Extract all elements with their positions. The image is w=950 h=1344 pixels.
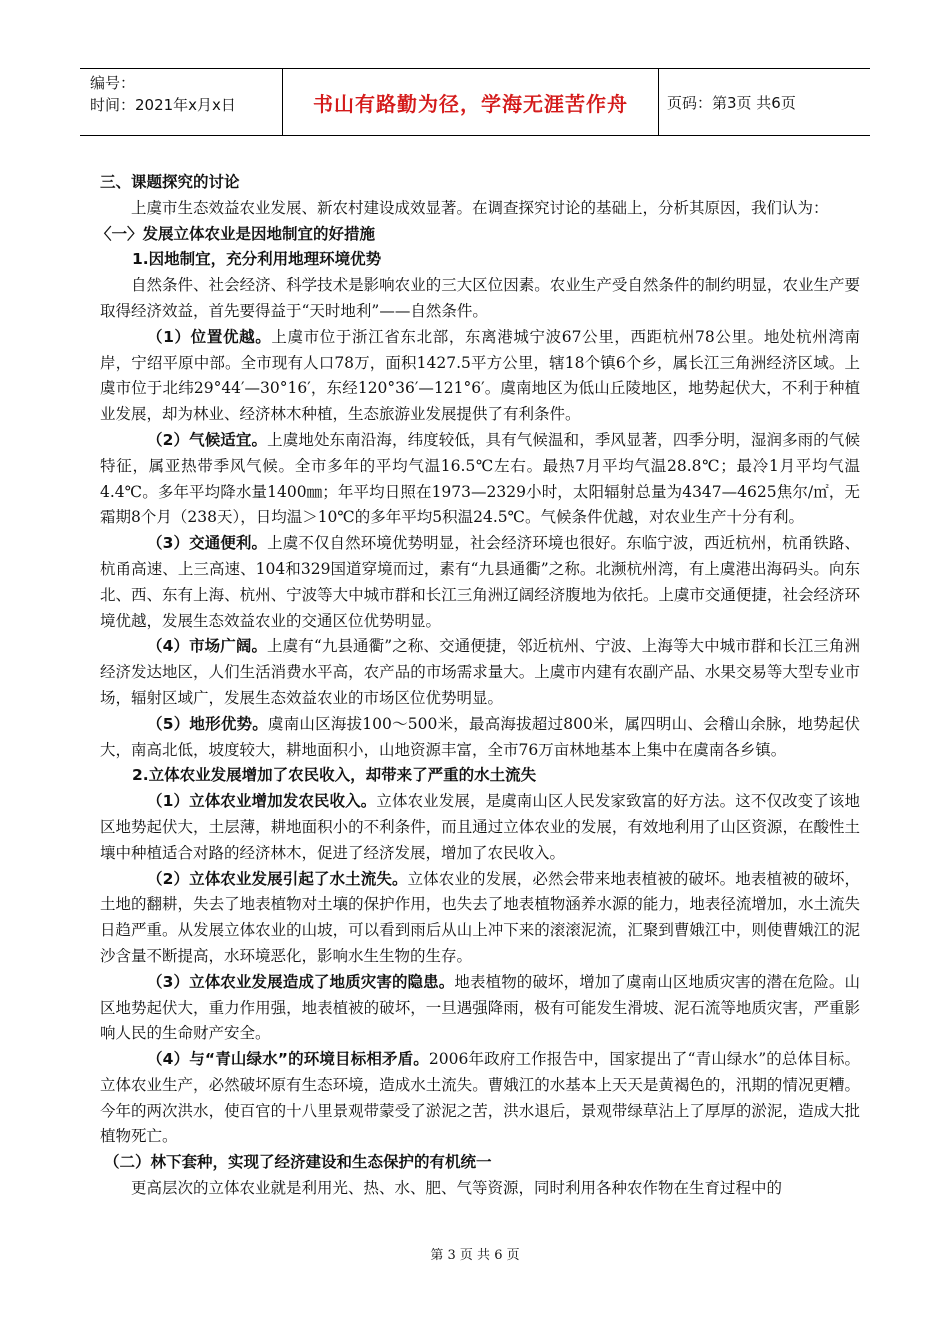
sub1-title: 1.因地制宜，充分利用地理环境优势 [132,250,382,269]
item-text: 2006年政府工作报告中，国家提出了“青山绿水”的总体目标。立体农业生产，必然破坏原有生态环境，造成水土流失。曹娥江的水基本上天天是黄褐色的，汛期的情况更糟。今年的两次洪水，使百官的十八里景观带蒙受了淤泥之苦，洪水退后，景观带绿草沾上了厚厚的淤泥，造成大批植物死亡。 [100,1050,860,1146]
intro-paragraph: 上虞市生态效益农业发展、新农村建设成效显著。在调查探究讨论的基础上，分析其原因，我们认为： [131,198,829,217]
page-footer: 第 3 页 共 6 页 [430,1248,520,1263]
section-title: 三、课题探究的讨论 [100,173,240,191]
item-label: （5）地形优势。 [147,714,268,733]
sub2-title: 2.立体农业发展增加了农民收入，却带来了严重的水土流失 [132,766,537,785]
item-text: 上虞不仅自然环境优势明显，社会经济环境也很好。东临宁波，西近杭州，杭甬铁路、杭甬高速、上三高速、104和329国道穿境而过，素有“九县通衢”之称。北濒杭州湾，有上虞港出海码头。向东北、西、东有上海、杭州、宁波等大中城市群和长江三角洲辽阔经济腹地为依托。上虞市交通便捷，社会经济环境优越，发展生态效益农业的交通区位优势明显。 [100,534,860,630]
item-label: （4）与“青山绿水”的环境目标相矛盾。 [147,1050,429,1069]
item-text: 上虞地处东南沿海，纬度较低，具有气候温和，季风显著，四季分明，湿润多雨的气候特征，属亚热带季风气候。全市多年的平均气温16.5℃左右。最热7月平均气温28.8℃；最冷1月平均气温4.4℃。多年平均降水量1400㎜；年平均日照在1973—2329小时，太阳辐射总量为4347—4625焦尔/㎡，无霜期8个月（238天），日均温＞10℃的多年平均5积温24.5℃。气候条件优越，对农业生产十分有利。 [100,430,860,527]
sub1-paragraph: 自然条件、社会经济、科学技术是影响农业的三大区位因素。农业生产受自然条件的制约明显，农业生产要取得经济效益，首先要得益于“天时地利”——自然条件。 [100,276,860,320]
code-label: 编号： [90,74,136,92]
item-text: 上虞市位于浙江省东北部，东离港城宁波67公里，西距杭州78公里。地处杭州湾南岸，宁绍平原中部。全市现有人口78万，面积1427.5平方公里，辖18个镇6个乡，属长江三角洲经济区域。上虞市位于北纬29°44′—30°16′，东经120°36′—121°6′。虞南地区为低山丘陵地区，地势起伏大，不利于种植业发展，却为林业、经济林木种植，生态旅游业发展提供了有利条件。 [100,327,860,424]
item-label: （1）立体农业增加发农民收入。 [147,792,377,811]
item-text: 地表植物的破坏，增加了虞南山区地质灾害的潜在危险。山区地势起伏大，重力作用强，地表植被的破坏，一旦遇强降雨，极有可能发生滑坡、泥石流等地质灾害，严重影响人民的生命财产安全。 [100,972,860,1043]
page-header [80,68,870,136]
part1-title: 〈一〉发展立体农业是因地制宜的好措施 [96,224,376,243]
item-label: （3）交通便利。 [147,534,268,553]
header-page-info: 页码：第3页 共6页 [667,93,796,112]
item-label: （1）位置优越。 [147,327,272,346]
part2-paragraph: 更高层次的立体农业就是利用光、热、水、肥、气等资源，同时利用各种农作物在生育过程中的 [131,1179,783,1198]
header-meta [80,69,283,135]
item-label: （3）立体农业发展造成了地质灾害的隐患。 [147,972,455,991]
item-label: （2）立体农业发展引起了水土流失。 [147,869,408,888]
part2-title: （二）林下套种，实现了经济建设和生态保护的有机统一 [104,1153,492,1172]
item-text: 立体农业发展，是虞南山区人民发家致富的好方法。这不仅改变了该地区地势起伏大，土层薄，耕地面积小的不利条件，而且通过立体农业的发展，有效地利用了山区资源，在酸性土壤中种植适合对路的经济林木，促进了经济发展，增加了农民收入。 [100,792,860,862]
item-text: 上虞有“九县通衢”之称、交通便捷，邻近杭州、宁波、上海等大中城市群和长江三角洲经济发达地区，人们生活消费水平高，农产品的市场需求量大。上虞市内建有农副产品、水果交易等大型专业市场，辐射区域广，发展生态效益农业的市场区位优势明显。 [100,637,860,707]
item-text: 立体农业的发展，必然会带来地表植被的破坏。地表植被的破坏，土地的翻耕，失去了地表植物对土壤的保护作用，也失去了地表植物涵养水源的能力，地表径流增加，水土流失日趋严重。从发展立体农业的山坡，可以看到雨后从山上冲下来的滚滚泥流，汇聚到曹娥江中，则使曹娥江的泥沙含量不断提高，水环境恶化，影响水生生物的生存。 [100,869,860,965]
item-paragraph [100,325,860,428]
item-paragraph [100,970,860,1047]
item-paragraph [100,634,860,711]
item-paragraph [100,531,860,634]
item-paragraph [100,867,860,970]
item-paragraph [100,789,860,866]
item-paragraph [100,1047,860,1150]
item-paragraph [100,712,860,764]
header-motto: 书山有路勤为径，学海无涯苦作舟 [283,69,659,135]
time-label: 时间：2021年x月x日 [90,96,236,114]
item-text: 虞南山区海拔100～500米，最高海拔超过800米，属四明山、会稽山余脉，地势起伏大，南高北低，坡度较大，耕地面积小，山地资源丰富，全市76万亩林地基本上集中在虞南各乡镇。 [100,714,860,759]
item-label: （2）气候适宜。 [147,430,268,449]
document-body [96,170,860,1202]
item-paragraph [100,428,860,531]
item-label: （4）市场广阔。 [147,637,268,656]
